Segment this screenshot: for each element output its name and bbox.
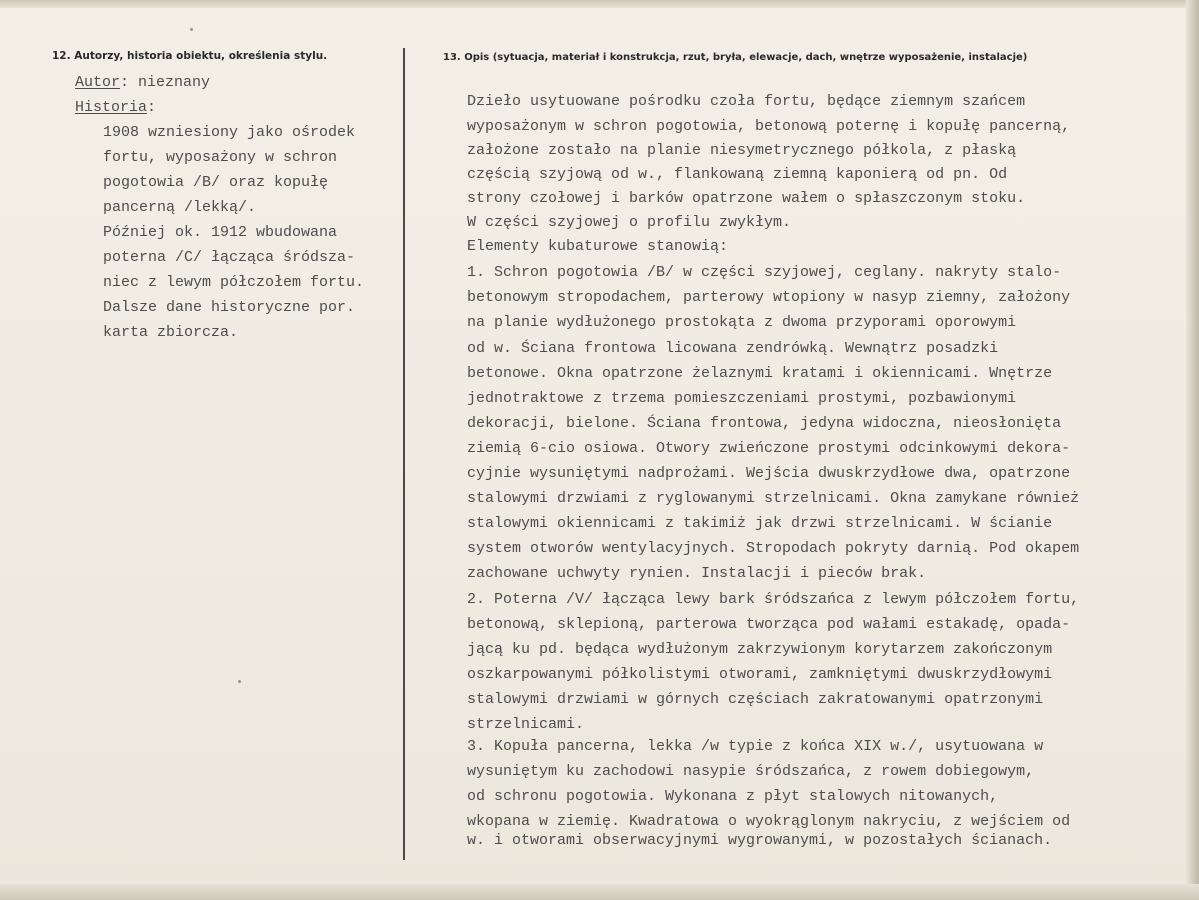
item-1-line: stalowymi okiennicami z takimiż jak drzwi strzelnicami. W ścianie — [467, 515, 1053, 532]
item-3-line: od schronu pogotowia. Wykonana z płyt stalowych nitowanych, — [467, 788, 999, 805]
item-1-line: ziemią 6-cio osiowa. Otwory zwieńczone prostymi odcinkowymi dekora- — [467, 440, 1071, 457]
historia-line: Później ok. 1912 wbudowana — [103, 224, 338, 241]
historia-label: Historia — [75, 99, 148, 116]
item-1-line: jednotraktowe z trzema pomieszczeniami prostymi, pozbawionymi — [467, 390, 1017, 407]
historia-row — [75, 99, 156, 116]
item-2-line: 2. Poterna /V/ łącząca lewy bark śródszańca z lewym półczołem fortu, — [467, 591, 1080, 608]
item-1-line: dekoracji, bielone. Ściana frontowa, jedyna widoczna, nieosłonięta — [467, 415, 1062, 432]
column-divider — [403, 48, 405, 860]
autor-label: Autor — [75, 74, 121, 91]
item-3-line: wkopana w ziemię. Kwadratowa o wyokrąglonym nakryciu, z wejściem od — [467, 813, 1071, 830]
historia-line: karta zbiorcza. — [103, 324, 239, 341]
description-line: Dzieło usytuowane pośrodku czoła fortu, będące ziemnym szańcem — [467, 93, 1026, 110]
historia-line: niec z lewym półczołem fortu. — [103, 274, 365, 291]
autor-row — [75, 74, 210, 91]
item-3-line: 3. Kopuła pancerna, lekka /w typie z końca XIX w./, usytuowana w — [467, 738, 1044, 755]
description-line: Elementy kubaturowe stanowią: — [467, 238, 729, 255]
item-2-line: betonową, sklepioną, parterowa tworząca pod wałami estakadę, opada- — [467, 616, 1071, 633]
historia-line: Dalsze dane historyczne por. — [103, 299, 356, 316]
item-1-line: 1. Schron pogotowia /B/ w części szyjowej, ceglany. nakryty stalo- — [467, 264, 1062, 281]
paper-speck — [190, 28, 193, 31]
left-section-heading: 12. Autorzy, historia obiektu, określenia stylu. — [52, 50, 328, 62]
item-2-line: jącą ku pd. będąca wydłużonym zakrzywionym korytarzem zakończonym — [467, 641, 1053, 658]
item-2-line: strzelnicami. — [467, 716, 585, 733]
historia-line: pancerną /lekką/. — [103, 199, 257, 216]
item-1-line: cyjnie wysuniętymi nadprożami. Wejścia dwuskrzydłowe dwa, opatrzone — [467, 465, 1071, 482]
description-line: strony czołowej i barków opatrzone wałem o spłaszczonym stoku. — [467, 190, 1026, 207]
item-3-line: wysuniętym ku zachodowi nasypie śródszańca, z rowem dobiegowym, — [467, 763, 1035, 780]
item-1-line: betonowym stropodachem, parterowy wtopiony w nasyp ziemny, założony — [467, 289, 1071, 306]
historia-line: poterna /C/ łącząca śródsza- — [103, 249, 356, 266]
item-1-line: betonowe. Okna opatrzone żelaznymi kratami i okiennicami. Wnętrze — [467, 365, 1053, 382]
historia-colon: : — [147, 99, 157, 116]
item-1-line: zachowane uchwyty rynien. Instalacji i pieców brak. — [467, 565, 927, 582]
paper-right-edge — [1186, 0, 1199, 900]
item-2-line: oszkarpowanymi półkolistymi otworami, zamkniętymi dwuskrzydłowymi — [467, 666, 1053, 683]
paper-top-edge — [0, 0, 1199, 8]
item-1-line: na planie wydłużonego prostokąta z dwoma przyporami oporowymi — [467, 314, 1017, 331]
description-line: założone zostało na planie niesymetrycznego półkola, z płaską — [467, 142, 1017, 159]
paper-bottom-edge — [0, 884, 1199, 900]
historia-line: fortu, wyposażony w schron — [103, 149, 338, 166]
item-1-line: system otworów wentylacyjnych. Stropodach pokryty darnią. Pod okapem — [467, 540, 1080, 557]
historia-line: pogotowia /B/ oraz kopułę — [103, 174, 329, 191]
historia-line: 1908 wzniesiony jako ośrodek — [103, 124, 356, 141]
description-line: wyposażonym w schron pogotowia, betonową poternę i kopułę pancerną, — [467, 118, 1071, 135]
item-1-line: stalowymi drzwiami z ryglowanymi strzelnicami. Okna zamykane również — [467, 490, 1080, 507]
item-2-line: stalowymi drzwiami w górnych częściach zakratowanymi opatrzonymi — [467, 691, 1044, 708]
item-1-line: od w. Ściana frontowa licowana zendrówką. Wewnątrz posadzki — [467, 340, 999, 357]
item-3-line: w. i otworami obserwacyjnymi wygrowanymi, w pozostałych ścianach. — [467, 832, 1053, 849]
autor-value: : nieznany — [120, 74, 211, 91]
paper-speck — [238, 680, 241, 683]
description-line: W części szyjowej o profilu zwykłym. — [467, 214, 792, 231]
description-line: częścią szyjową od w., flankowaną ziemną kaponierą od pn. Od — [467, 166, 1008, 183]
right-section-heading: 13. Opis (sytuacja, materiał i konstrukcja, rzut, bryła, elewacje, dach, wnętrze wyposażenie, instalacje) — [443, 52, 1028, 63]
